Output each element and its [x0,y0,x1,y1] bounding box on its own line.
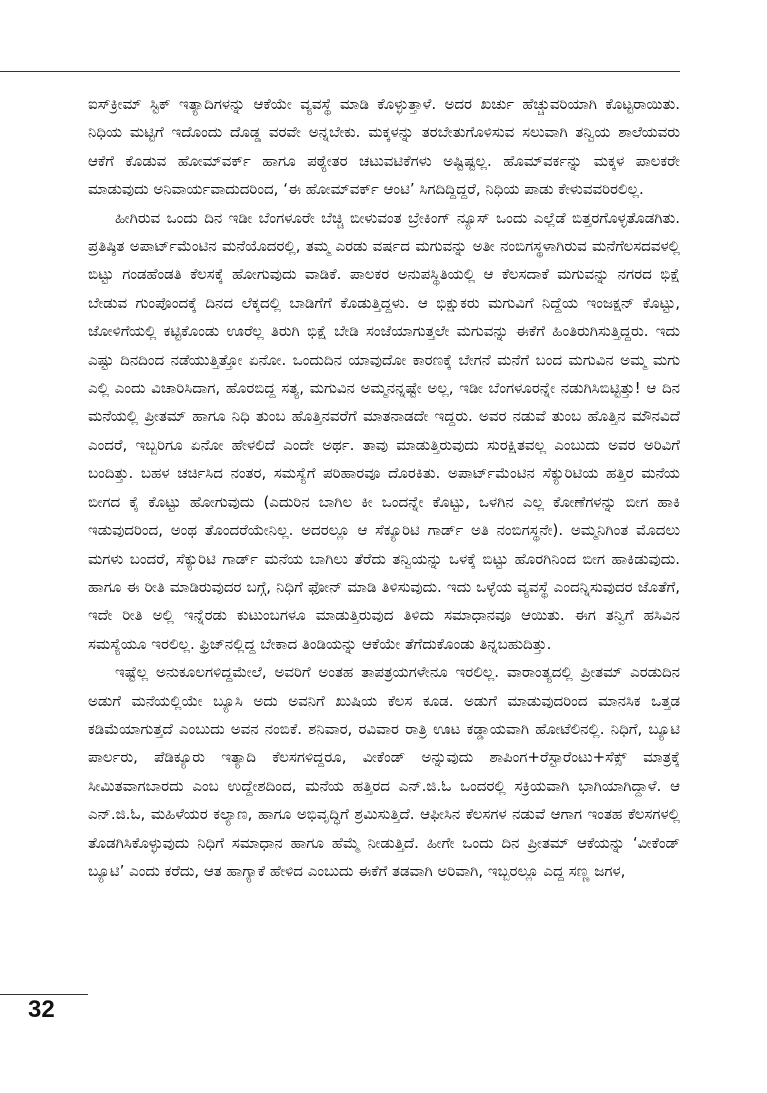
body-text [88,90,680,885]
paragraph-3: ಇಷ್ಟೆಲ್ಲ ಅನುಕೂಲಗಳಿದ್ದಮೇಲೆ, ಅವರಿಗೆ ಅಂತಹ ತಾಪತ್ರಯಗಳೇನೂ ಇರಲಿಲ್ಲ. ವಾರಾಂತ್ಯದಲ್ಲಿ ಪ್ರೀತಮ್ ಎರಡುದಿನ ಅಡುಗೆ ಮನೆಯಲ್ಲಿಯೇ ಬ್ಯೂಸಿ ಅದು ಅವನಿಗೆ ಖುಷಿಯ ಕೆಲಸ ಕೂಡ. ಅಡುಗೆ ಮಾಡುವುದರಿಂದ ಮಾನಸಿಕ ಒತ್ತಡ ಕಡಿಮೆಯಾಗುತ್ತದೆ ಎಂಬುದು ಅವನ ನಂಬಿಕೆ. ಶನಿವಾರ, ರವಿವಾರ ರಾತ್ರಿ ಊಟ ಕಡ್ಡಾಯವಾಗಿ ಹೋಟೆಲಿನಲ್ಲಿ. ನಿಧಿಗೆ, ಬ್ಯೂಟಿ ಪಾರ್ಲರು, ಪೆಡಿಕ್ಯೂರು ಇತ್ಯಾದಿ ಕೆಲಸಗಳಿದ್ದರೂ, ವೀಕೆಂಡ್ ಅನ್ನುವುದು ಶಾಪಿಂಗ+ರೆಸ್ಟಾರೆಂಟು+ಸೆಕ್ಸ್ ಮಾತ್ರಕ್ಕೆ ಸೀಮಿತವಾಗಬಾರದು ಎಂಬ ಉದ್ದೇಶದಿಂದ, ಮನೆಯ ಹತ್ತಿರದ ಎನ್.ಜಿ.ಓ ಒಂದರಲ್ಲಿ ಸಕ್ರಿಯವಾಗಿ ಭಾಗಿಯಾಗಿದ್ದಾಳೆ. ಆ ಎನ್.ಜಿ.ಓ, ಮಹಿಳೆಯರ ಕಲ್ಯಾಣ, ಹಾಗೂ ಅಭಿವೃದ್ಧಿಗೆ ಶ್ರಮಿಸುತ್ತಿದೆ. ಆಫೀಸಿನ ಕೆಲಸಗಳ ನಡುವೆ ಆಗಾಗ ಇಂತಹ ಕೆಲಸಗಳಲ್ಲಿ ತೊಡಗಿಸಿಕೊಳ್ಳುವುದು ನಿಧಿಗೆ ಸಮಾಧಾನ ಹಾಗೂ ಹೆಮ್ಮೆ ನೀಡುತ್ತಿದೆ. ಹೀಗೇ ಒಂದು ದಿನ ಪ್ರೀತಮ್ ಆಕೆಯನ್ನು ‘ವೀಕೆಂಡ್ ಬ್ಯೂಟಿ’ ಎಂದು ಕರೆದು, ಆತ ಹಾಗ್ಯಾಕೆ ಹೇಳಿದ ಎಂಬುದು ಈಕೆಗೆ ತಡವಾಗಿ ಅರಿವಾಗಿ, ಇಬ್ಬರಲ್ಲೂ ಎದ್ದ ಸಣ್ಣ ಜಗಳ, [88,663,680,880]
paragraph-1: ಐಸ್‌ಕ್ರೀಮ್ ಸ್ಟಿಕ್ ಇತ್ಯಾದಿಗಳನ್ನು ಆಕೆಯೇ ವ್ಯವಸ್ಥೆ ಮಾಡಿ ಕೊಳ್ಳುತ್ತಾಳೆ. ಅದರ ಖರ್ಚು ಹೆಚ್ಚುವರಿಯಾಗಿ ಕೊಟ್ಟರಾಯಿತು. ನಿಧಿಯ ಮಟ್ಟಿಗೆ ಇದೊಂದು ದೊಡ್ಡ ವರವೇ ಅನ್ನಬೇಕು. ಮಕ್ಕಳನ್ನು ತರಬೇತುಗೊಳಿಸುವ ಸಲುವಾಗಿ ತನ್ವಿಯ ಶಾಲೆಯವರು ಆಕೆಗೆ ಕೊಡುವ ಹೋಮ್‌ವರ್ಕ್ ಹಾಗೂ ಪಠ್ಯೇತರ ಚಟುವಟಿಕೆಗಳು ಅಷ್ಟಿಷ್ಟಲ್ಲ. ಹೊಮ್‌ವರ್ಕನ್ನು ಮಕ್ಕಳ ಪಾಲಕರೇ ಮಾಡುವುದು ಅನಿವಾರ್ಯವಾದುದರಿಂದ, ‘ಈ ಹೋಮ್‌ವರ್ಕ್ ಆಂಟಿ’ ಸಿಗದಿದ್ದಿದ್ದರೆ, ನಿಧಿಯ ಪಾಡು ಕೇಳುವವರಿರಲಿಲ್ಲ. [88,95,680,199]
header-rule [0,71,680,72]
paragraph-2: ಹೀಗಿರುವ ಒಂದು ದಿನ ಇಡೀ ಬೆಂಗಳೂರೇ ಬೆಚ್ಚಿ ಬೀಳುವಂತ ಬ್ರೇಕಿಂಗ್ ನ್ಯೂಸ್ ಒಂದು ಎಲ್ಲೆಡೆ ಬಿತ್ತರಗೊಳ್ಳತೊಡಗಿತು. ಪ್ರತಿಷ್ಠಿತ ಅಪಾರ್ಟ್‌ಮೆಂಟಿನ ಮನೆಯೊದರಲ್ಲಿ, ತಮ್ಮ ಎರಡು ವರ್ಷದ ಮಗುವನ್ನು ಅತೀ ನಂಬಿಗಸ್ಥಳಾಗಿರುವ ಮನೆಗೆಲಸದವಳಲ್ಲಿ ಬಿಟ್ಟು ಗಂಡಹೆಂಡತಿ ಕೆಲಸಕ್ಕೆ ಹೋಗುವುದು ವಾಡಿಕೆ. ಪಾಲಕರ ಅನುಪಸ್ಥಿತಿಯಲ್ಲಿ ಆ ಕೆಲಸದಾಕೆ ಮಗುವನ್ನು ನಗರದ ಭಿಕ್ಷೆ ಬೇಡುವ ಗುಂಪೊಂದಕ್ಕೆ ದಿನದ ಲೆಕ್ಕದಲ್ಲಿ ಬಾಡಿಗೆಗೆ ಕೊಡುತ್ತಿದ್ದಳು. ಆ ಭಿಕ್ಷುಕರು ಮಗುವಿಗೆ ನಿದ್ದೆಯ ಇಂಜಕ್ಷನ್ ಕೊಟ್ಟು, ಜೋಳಿಗೆಯಲ್ಲಿ ಕಟ್ಟಿಕೊಂಡು ಊರೆಲ್ಲ ತಿರುಗಿ ಭಿಕ್ಷೆ ಬೇಡಿ ಸಂಜೆಯಾಗುತ್ತಲೇ ಮಗುವನ್ನು ಈಕೆಗೆ ಹಿಂತಿರುಗಿಸುತ್ತಿದ್ದರು. ಇದು ಎಷ್ಟು ದಿನದಿಂದ ನಡೆಯುತ್ತಿತ್ತೋ ಏನೋ. ಒಂದುದಿನ ಯಾವುದೋ ಕಾರಣಕ್ಕೆ ಬೇಗನೆ ಮನೆಗೆ ಬಂದ ಮಗುವಿನ ಅಮ್ಮ ಮಗು ಎಲ್ಲಿ ಎಂದು ವಿಚಾರಿಸಿದಾಗ, ಹೊರಬಿದ್ದ ಸತ್ಯ, ಮಗುವಿನ ಅಮ್ಮನನ್ನಷ್ಟೇ ಅಲ್ಲ, ಇಡೀ ಬೆಂಗಳೂರನ್ನೇ ನಡುಗಿಸಿಬಿಟ್ಟಿತ್ತು! ಆ ದಿನ ಮನೆಯಲ್ಲಿ ಪ್ರೀತಮ್ ಹಾಗೂ ನಿಧಿ ತುಂಬ ಹೊತ್ತಿನವರೆಗೆ ಮಾತನಾಡದೇ ಇದ್ದರು. ಅವರ ನಡುವೆ ತುಂಬ ಹೊತ್ತಿನ ಮೌನವಿದೆ ಎಂದರೆ, ಇಬ್ಬರಿಗೂ ಏನೋ ಹೇಳಲಿದೆ ಎಂದೇ ಅರ್ಥ. ತಾವು ಮಾಡುತ್ತಿರುವುದು ಸುರಕ್ಷಿತವಲ್ಲ ಎಂಬುದು ಅವರ ಅರಿವಿಗೆ ಬಂದಿತ್ತು. ಬಹಳ ಚರ್ಚಿಸಿದ ನಂತರ, ಸಮಸ್ಯೆಗೆ ಪರಿಹಾರವೂ ದೊರಕಿತು. ಅಪಾರ್ಟ್‌ಮೆಂಟಿನ ಸೆಕ್ಯುರಿಟಿಯ ಹತ್ತಿರ ಮನೆಯ ಬೀಗದ ಕೈ ಕೊಟ್ಟು ಹೋಗುವುದು (ಎದುರಿನ ಬಾಗಿಲ ಕೀ ಒಂದನ್ನೇ ಕೊಟ್ಟು, ಒಳಗಿನ ಎಲ್ಲ ಕೋಣೆಗಳನ್ನು ಬೀಗ ಹಾಕಿ ಇಡುವುದರಿಂದ, ಅಂಥ ತೊಂದರೆಯೇನಿಲ್ಲ. ಅದರಲ್ಲೂ ಆ ಸೆಕ್ಯೂರಿಟಿ ಗಾರ್ಡ್ ಅತಿ ನಂಬಿಗಸ್ಥನೇ). ಅಮ್ಮನಿಗಿಂತ ಮೊದಲು ಮಗಳು ಬಂದರೆ, ಸೆಕ್ಯುರಿಟಿ ಗಾರ್ಡ್ ಮನೆಯ ಬಾಗಿಲು ತೆರೆದು ತನ್ವಿಯನ್ನು ಒಳಕ್ಕೆ ಬಿಟ್ಟು ಹೊರಗಿನಿಂದ ಬೀಗ ಹಾಕಿಡುವುದು. ಹಾಗೂ ಈ ರೀತಿ ಮಾಡಿರುವುದರ ಬಗ್ಗೆ, ನಿಧಿಗೆ ಫೋನ್ ಮಾಡಿ ತಿಳಿಸುವುದು. ಇದು ಒಳ್ಳೆಯ ವ್ಯವಸ್ಥೆ ಎಂದನ್ನಿಸುವುದರ ಜೊತೆಗೆ, ಇದೇ ರೀತಿ ಅಲ್ಲಿ ಇನ್ನೆರಡು ಕುಟುಂಬಗಳೂ ಮಾಡುತ್ತಿರುವುದ ತಿಳಿದು ಸಮಾಧಾನವೂ ಆಯಿತು. ಈಗ ತನ್ವಿಗೆ ಹಸಿವಿನ ಸಮಸ್ಯೆಯೂ ಇರಲಿಲ್ಲ. ಫ್ರಿಜ್‌ನಲ್ಲಿದ್ದ ಬೇಕಾದ ತಿಂಡಿಯನ್ನು ಆಕೆಯೇ ತೆಗೆದುಕೊಂಡು ತಿನ್ನಬಹುದಿತ್ತು. [88,208,680,653]
page-number: 32 [28,996,55,1023]
